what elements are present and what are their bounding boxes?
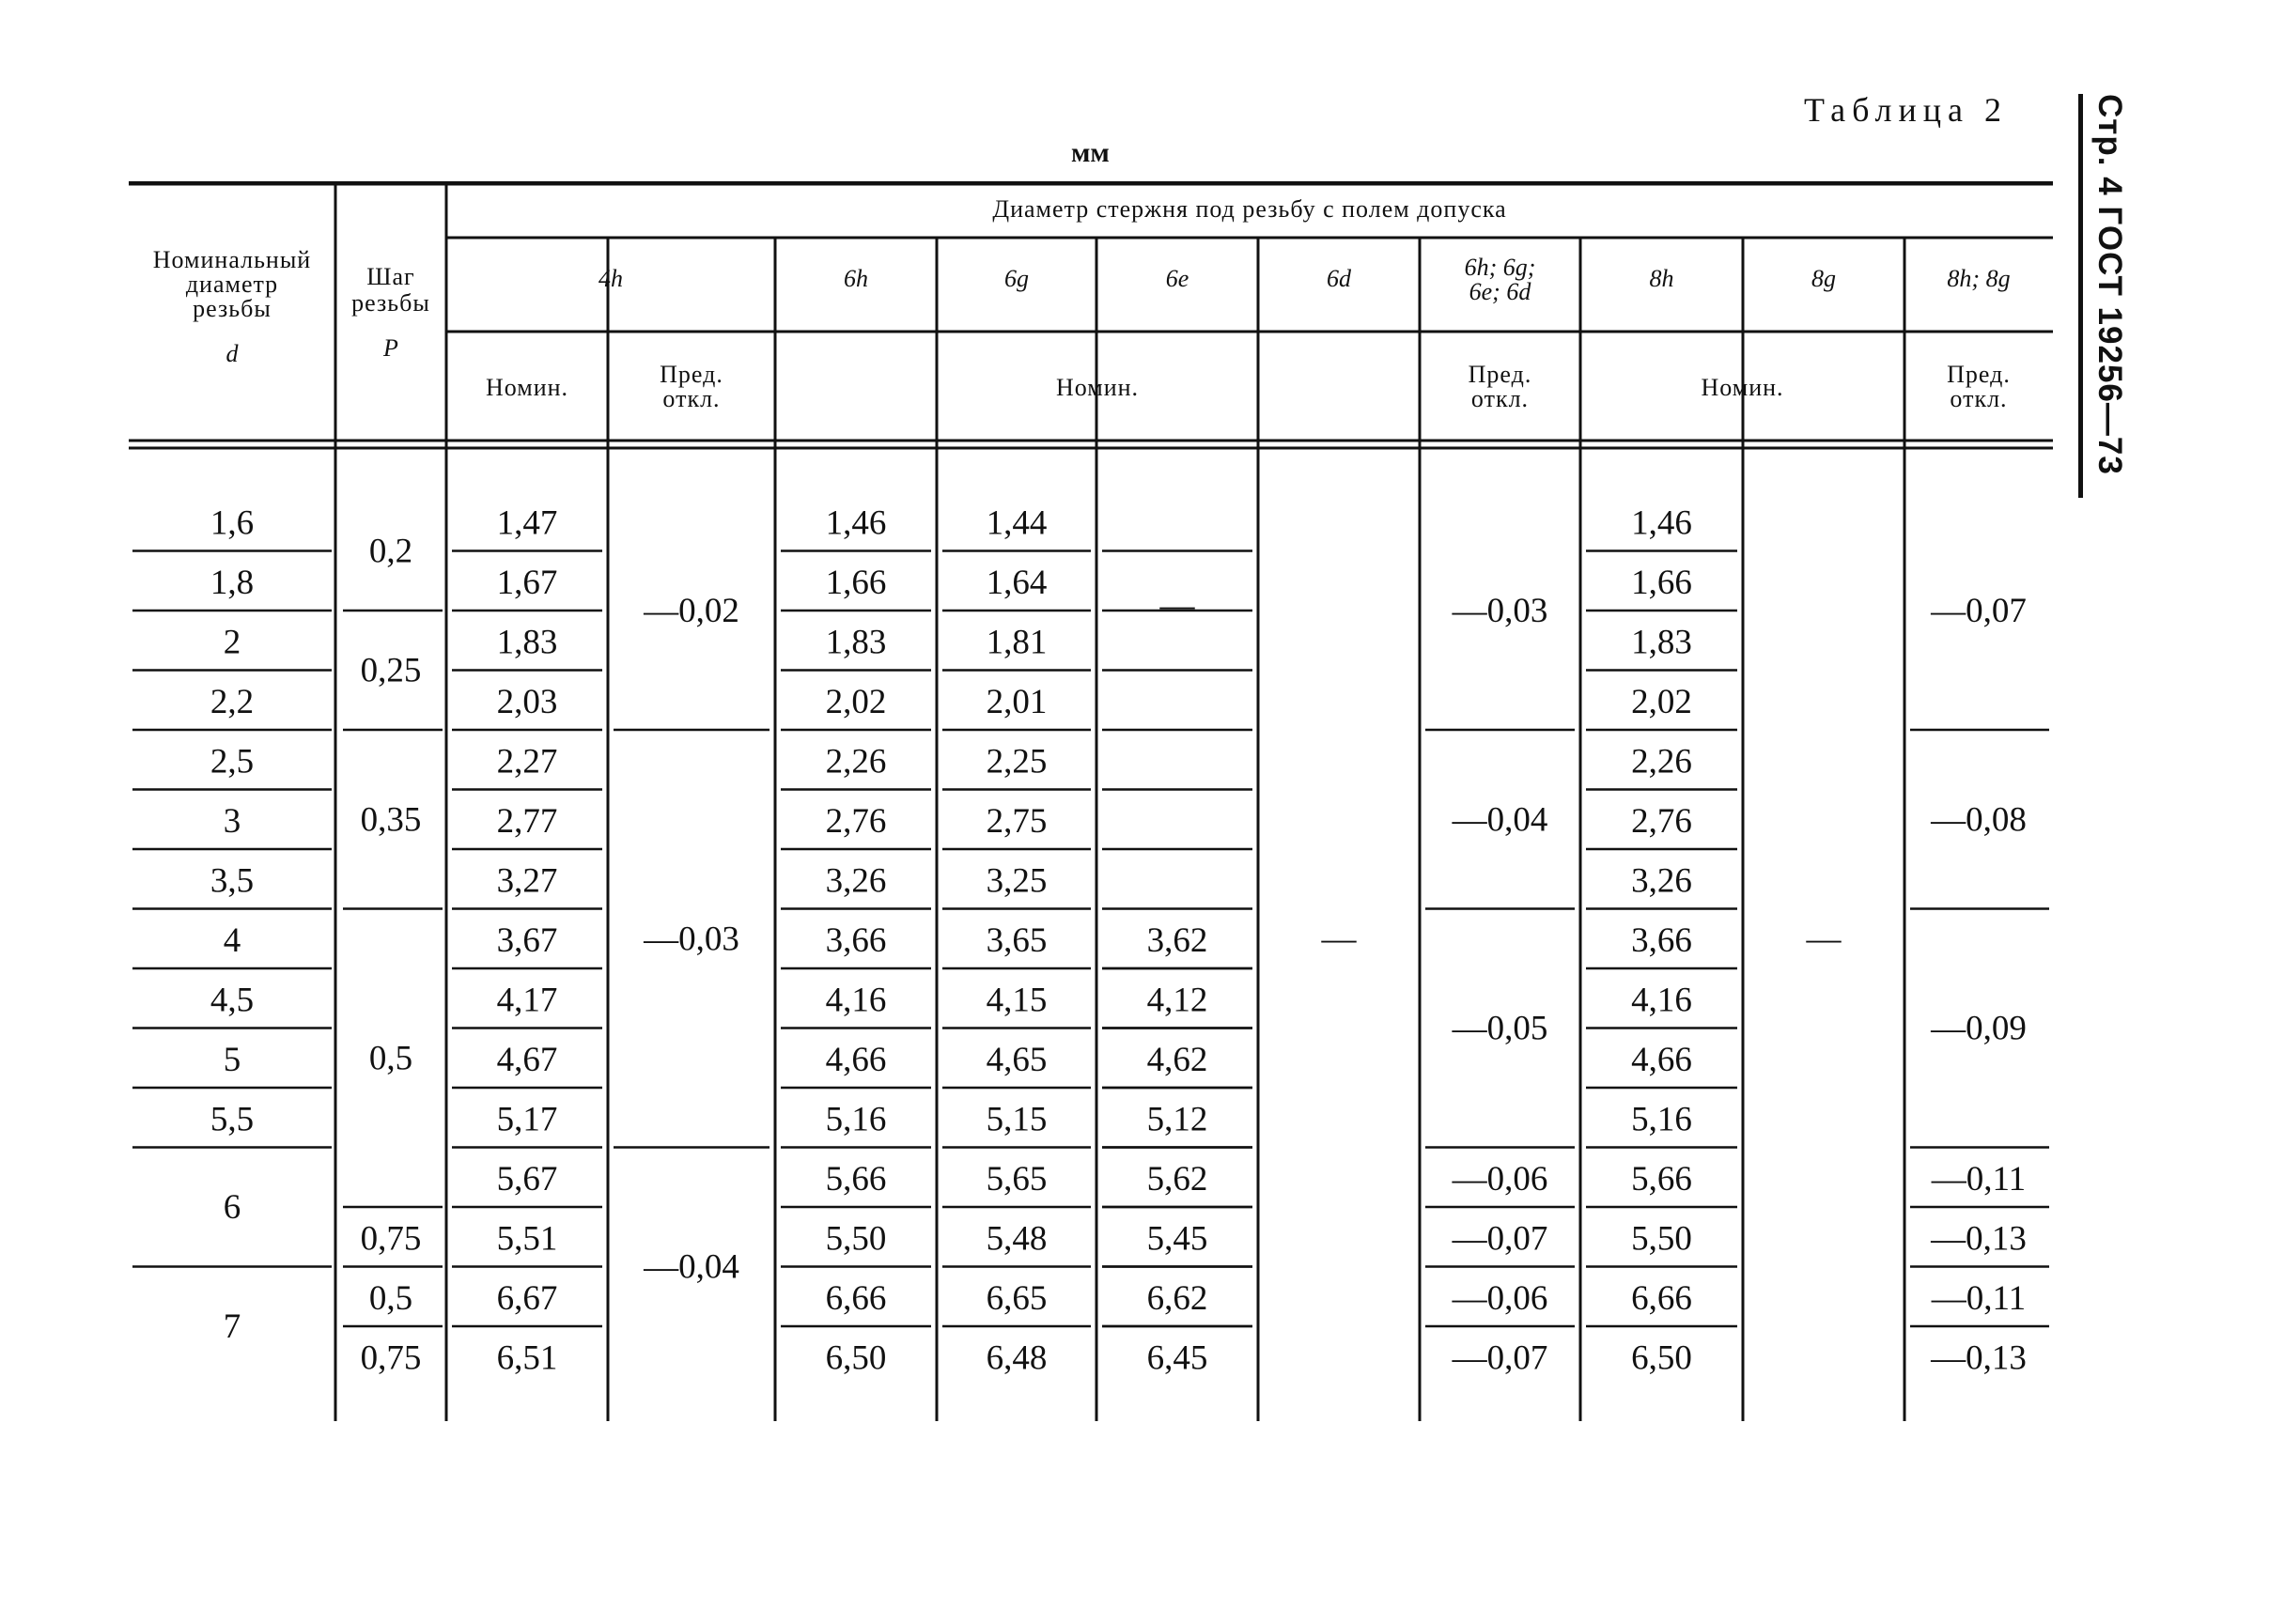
cell-dev-8: —0,11 bbox=[1931, 1279, 2027, 1319]
cell-nom-8h: 1,83 bbox=[1631, 623, 1692, 662]
cell-d: 1,6 bbox=[210, 503, 255, 543]
cell-d: 5,5 bbox=[210, 1100, 255, 1139]
cell-dev-4h: —0,04 bbox=[644, 1247, 739, 1287]
cell-nom-6g: 5,15 bbox=[986, 1100, 1048, 1139]
cell-dev-6: —0,06 bbox=[1452, 1279, 1548, 1319]
cell-p: 0,75 bbox=[360, 1219, 422, 1259]
thread-diameter-table bbox=[129, 181, 2053, 1421]
cell-nom-6h: 1,83 bbox=[825, 623, 887, 662]
cell-p: 0,2 bbox=[368, 532, 413, 571]
cell-nom-6e: 6,45 bbox=[1146, 1338, 1208, 1378]
cell-nom-8g: — bbox=[1806, 920, 1842, 959]
header-tol-8h: 8h bbox=[1649, 265, 1674, 292]
cell-nom-6g: 1,64 bbox=[986, 564, 1048, 603]
cell-nom-4h: 2,03 bbox=[496, 683, 558, 722]
header-dev-6: Пред. bbox=[1468, 361, 1532, 388]
cell-d: 2,2 bbox=[210, 683, 255, 722]
cell-dev-4h: —0,02 bbox=[644, 592, 739, 630]
cell-p: 0,35 bbox=[360, 800, 422, 840]
cell-dev-6: —0,07 bbox=[1452, 1338, 1548, 1378]
cell-nom-4h: 5,51 bbox=[496, 1219, 558, 1259]
cell-nom-6e: 5,62 bbox=[1146, 1160, 1208, 1199]
header-nomin-8: Номин. bbox=[1701, 374, 1784, 401]
cell-nom-6h: 1,46 bbox=[825, 503, 887, 543]
header-symbol-d: d bbox=[225, 340, 239, 367]
header-tol-8g: 8g bbox=[1811, 265, 1836, 292]
cell-p: 0,75 bbox=[360, 1338, 422, 1378]
cell-p: 0,5 bbox=[368, 1039, 413, 1078]
units-label: мм bbox=[1071, 137, 1110, 168]
cell-nom-6g: 2,01 bbox=[986, 683, 1048, 722]
cell-nom-8h: 2,26 bbox=[1631, 742, 1692, 781]
cell-nom-8h: 2,76 bbox=[1631, 802, 1692, 842]
cell-nom-6g: 5,65 bbox=[986, 1160, 1048, 1199]
cell-nom-4h: 6,51 bbox=[496, 1338, 558, 1378]
cell-nom-6e: 4,62 bbox=[1146, 1041, 1208, 1080]
cell-nom-6h: 3,26 bbox=[825, 861, 887, 901]
header-dev-4h: откл. bbox=[662, 385, 721, 412]
cell-nom-6h: 2,76 bbox=[825, 802, 887, 842]
cell-d: 2 bbox=[223, 623, 241, 662]
cell-nom-4h: 3,27 bbox=[496, 861, 558, 901]
cell-dev-8: —0,08 bbox=[1931, 800, 2027, 840]
cell-dev-6: —0,04 bbox=[1452, 800, 1548, 840]
cell-d: 4 bbox=[223, 921, 241, 961]
cell-nom-6d: — bbox=[1321, 920, 1357, 959]
cell-nom-6g: 1,44 bbox=[986, 503, 1048, 543]
cell-nom-6e: 3,62 bbox=[1146, 921, 1208, 961]
header-nomin-6: Номин. bbox=[1055, 374, 1140, 401]
cell-nom-8h: 2,02 bbox=[1631, 683, 1692, 722]
header-pitch: резьбы bbox=[351, 289, 430, 317]
cell-nom-6h: 2,26 bbox=[825, 742, 887, 781]
cell-nom-6e: 4,12 bbox=[1146, 981, 1208, 1020]
table-label: Таблица 2 bbox=[1804, 91, 2008, 129]
cell-nom-4h: 4,17 bbox=[496, 981, 558, 1020]
cell-nom-6g: 1,81 bbox=[986, 623, 1048, 662]
cell-nom-6g: 4,65 bbox=[986, 1041, 1048, 1080]
cell-nom-4h: 2,77 bbox=[496, 802, 558, 842]
cell-nom-6h: 5,66 bbox=[825, 1160, 887, 1199]
cell-nom-8h: 4,66 bbox=[1631, 1041, 1692, 1080]
header-tol-4h: 4h bbox=[598, 265, 623, 292]
cell-dev-8: —0,13 bbox=[1931, 1338, 2027, 1378]
cell-nom-4h: 6,67 bbox=[496, 1279, 558, 1319]
cell-nom-6h: 4,66 bbox=[825, 1041, 887, 1080]
cell-dev-6: —0,06 bbox=[1452, 1160, 1548, 1199]
header-nominal-diameter: диаметр bbox=[185, 271, 279, 298]
cell-dev-8: —0,11 bbox=[1931, 1160, 2027, 1199]
cell-nom-8h: 5,50 bbox=[1631, 1219, 1692, 1259]
cell-nom-6h: 2,02 bbox=[825, 683, 887, 722]
header-tol-6h: 6h bbox=[844, 265, 868, 292]
cell-nom-6h: 1,66 bbox=[825, 564, 887, 603]
cell-nom-4h: 1,83 bbox=[496, 623, 558, 662]
cell-nom-6e: 5,45 bbox=[1146, 1219, 1208, 1259]
header-symbol-p: P bbox=[383, 334, 398, 362]
cell-d: 2,5 bbox=[210, 742, 255, 781]
cell-d: 5 bbox=[223, 1041, 241, 1080]
cell-d: 3,5 bbox=[210, 861, 255, 901]
cell-d: 4,5 bbox=[210, 981, 255, 1020]
header-nomin-4h: Номин. bbox=[485, 374, 569, 401]
cell-nom-8h: 5,66 bbox=[1631, 1160, 1692, 1199]
cell-p: 0,5 bbox=[368, 1279, 413, 1319]
cell-dev-8: —0,07 bbox=[1931, 592, 2027, 630]
side-label-text: Стр. 4 ГОСТ 19256—73 bbox=[2091, 94, 2128, 475]
cell-nom-8h: 5,16 bbox=[1631, 1100, 1692, 1139]
header-dev-4h: Пред. bbox=[660, 361, 723, 388]
header-nominal-diameter: Номинальный bbox=[152, 246, 312, 273]
cell-nom-6g: 6,65 bbox=[986, 1279, 1048, 1319]
header-group-title: Диаметр стержня под резьбу с полем допуска bbox=[992, 195, 1507, 223]
cell-dev-6: —0,05 bbox=[1452, 1009, 1548, 1048]
cell-d: 7 bbox=[223, 1307, 241, 1346]
cell-nom-6h: 6,50 bbox=[825, 1338, 887, 1378]
table-grid bbox=[129, 181, 2053, 1421]
cell-nom-6e: 6,62 bbox=[1146, 1279, 1208, 1319]
cell-d: 6 bbox=[223, 1188, 241, 1227]
cell-nom-4h: 4,67 bbox=[496, 1041, 558, 1080]
cell-nom-8h: 3,66 bbox=[1631, 921, 1692, 961]
header-tol-6g: 6g bbox=[1004, 265, 1029, 292]
header-dev-8: откл. bbox=[1950, 385, 2008, 412]
cell-d: 3 bbox=[223, 802, 241, 842]
cell-nom-4h: 5,67 bbox=[496, 1160, 558, 1199]
header-pitch: Шаг bbox=[366, 263, 415, 290]
cell-nom-8h: 3,26 bbox=[1631, 861, 1692, 901]
header-tol-6d: 6d bbox=[1327, 265, 1351, 292]
cell-nom-6e: 5,12 bbox=[1146, 1100, 1208, 1139]
cell-nom-6g: 4,15 bbox=[986, 981, 1048, 1020]
cell-p: 0,25 bbox=[360, 651, 422, 690]
cell-dev-8: —0,13 bbox=[1931, 1219, 2027, 1259]
header-dev-6: откл. bbox=[1470, 385, 1530, 412]
page-header-side bbox=[2078, 94, 2141, 498]
cell-dev-4h: —0,03 bbox=[644, 920, 739, 959]
cell-dev-8: —0,09 bbox=[1931, 1009, 2027, 1048]
cell-nom-6e: — bbox=[1159, 586, 1195, 625]
cell-dev-6: —0,03 bbox=[1452, 592, 1548, 630]
cell-nom-4h: 1,67 bbox=[496, 564, 558, 603]
cell-nom-6h: 3,66 bbox=[825, 921, 887, 961]
cell-nom-6g: 6,48 bbox=[986, 1338, 1048, 1378]
cell-nom-4h: 5,17 bbox=[496, 1100, 558, 1139]
cell-nom-8h: 1,46 bbox=[1631, 503, 1692, 543]
cell-nom-8h: 6,50 bbox=[1631, 1338, 1692, 1378]
cell-nom-8h: 1,66 bbox=[1631, 564, 1692, 603]
header-tol-6-all: 6h; 6g; bbox=[1464, 254, 1536, 281]
cell-nom-6g: 2,25 bbox=[986, 742, 1048, 781]
cell-nom-6g: 5,48 bbox=[986, 1219, 1048, 1259]
cell-nom-8h: 4,16 bbox=[1631, 981, 1692, 1020]
cell-nom-4h: 1,47 bbox=[496, 503, 558, 543]
cell-nom-8h: 6,66 bbox=[1631, 1279, 1692, 1319]
cell-nom-6g: 3,25 bbox=[986, 861, 1048, 901]
cell-nom-4h: 3,67 bbox=[496, 921, 558, 961]
cell-nom-6g: 3,65 bbox=[986, 921, 1048, 961]
cell-nom-6h: 5,16 bbox=[825, 1100, 887, 1139]
header-dev-8: Пред. bbox=[1947, 361, 2011, 388]
cell-nom-6g: 2,75 bbox=[986, 802, 1048, 842]
header-tol-6-all: 6e; 6d bbox=[1469, 278, 1531, 305]
cell-nom-6h: 5,50 bbox=[825, 1219, 887, 1259]
header-tol-8h8g: 8h; 8g bbox=[1947, 265, 2011, 292]
header-tol-6e: 6e bbox=[1165, 265, 1189, 292]
cell-nom-4h: 2,27 bbox=[496, 742, 558, 781]
cell-nom-6h: 4,16 bbox=[825, 981, 887, 1020]
cell-dev-6: —0,07 bbox=[1452, 1219, 1548, 1259]
header-nominal-diameter: резьбы bbox=[193, 295, 272, 322]
cell-nom-6h: 6,66 bbox=[825, 1279, 887, 1319]
cell-d: 1,8 bbox=[210, 564, 255, 603]
